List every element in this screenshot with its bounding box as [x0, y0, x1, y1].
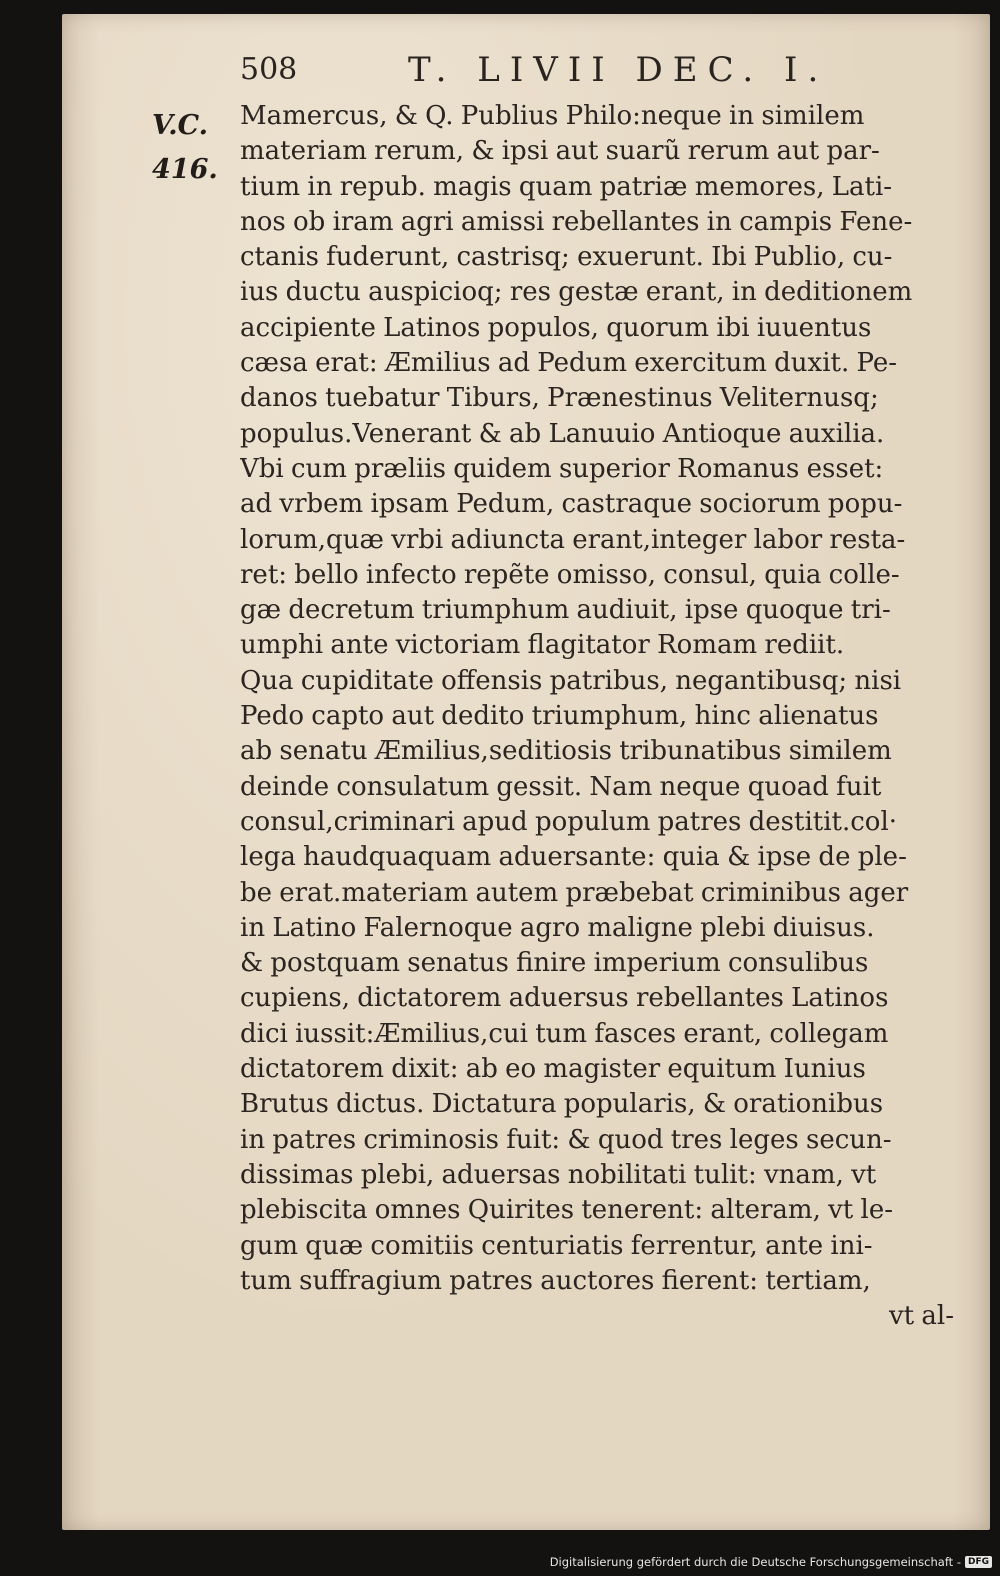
margin-note-line: 416.: [152, 154, 218, 185]
body-text: [240, 99, 964, 1334]
text-line: ctanis fuderunt, castrisq; exuerunt. Ibi Publio, cu-: [240, 242, 893, 273]
text-line: Vbi cum præliis quidem superior Romanus esset:: [240, 453, 884, 484]
text-line: Pedo capto aut dedito triumphum, hinc alienatus: [240, 701, 879, 732]
catchword: vt al-: [888, 1301, 954, 1332]
text-line: cupiens, dictatorem aduersus rebellantes Latinos: [240, 983, 889, 1014]
text-line: Qua cupiditate offensis patribus, negantibusq; nisi: [240, 665, 902, 696]
text-line: accipiente Latinos populos, quorum ibi iuuentus: [240, 312, 872, 343]
text-line: gum quæ comitiis centuriatis ferrentur, ante ini-: [240, 1230, 873, 1261]
text-line: nos ob iram agri amissi rebellantes in campis Fene-: [240, 206, 913, 237]
text-line: lorum,quæ vrbi adiuncta erant,integer labor resta-: [240, 524, 906, 555]
text-line: be erat.materiam autem præbebat criminibus ager: [240, 877, 909, 908]
digitization-credit: [550, 1552, 992, 1572]
text-line: gæ decretum triumphum audiuit, ipse quoque tri-: [240, 595, 891, 626]
text-line: umphi ante victoriam flagitator Romam rediit.: [240, 630, 845, 661]
text-line: plebiscita omnes Quirites tenerent: alteram, vt le-: [240, 1195, 894, 1226]
page-number: 508: [240, 52, 298, 87]
text-line: danos tuebatur Tiburs, Prænestinus Veliternusq;: [240, 383, 879, 414]
text-line: in patres criminosis fuit: & quod tres leges secun-: [240, 1124, 892, 1155]
text-line: dici iussit:Æmilius,cui tum fasces erant, collegam: [240, 1018, 889, 1049]
text-line: consul,criminari apud populum patres destitit.col·: [240, 806, 898, 837]
text-line: ad vrbem ipsam Pedum, castraque sociorum popu-: [240, 489, 903, 520]
running-title: T. LIVII DEC. I.: [408, 50, 829, 90]
credit-text: Digitalisierung gefördert durch die Deutsche Forschungsgemeinschaft -: [549, 1555, 961, 1569]
text-line: tium in repub. magis quam patriæ memores, Lati-: [240, 171, 893, 202]
dfg-logo: DFG: [965, 1556, 992, 1568]
text-line: lega haudquaquam aduersante: quia & ipse de ple-: [240, 842, 907, 873]
text-line: ius ductu auspicioq; res gestæ erant, in deditionem: [240, 277, 913, 308]
text-line: ret: bello infecto repẽte omisso, consul, quia colle-: [240, 559, 900, 590]
text-line: in Latino Falernoque agro maligne plebi diuisus.: [240, 912, 875, 943]
margin-note-line: V.C.: [152, 110, 209, 141]
text-line: & postquam senatus finire imperium consulibus: [240, 948, 869, 979]
text-line: cæsa erat: Æmilius ad Pedum exercitum duxit. Pe-: [240, 348, 898, 379]
text-line: dissimas plebi, aduersas nobilitati tulit: vnam, vt: [240, 1159, 877, 1190]
text-line: Mamercus, & Q. Publius Philo:neque in similem: [240, 101, 865, 131]
text-line: ab senatu Æmilius,seditiosis tribunatibus similem: [240, 736, 892, 767]
text-line: materiam rerum, & ipsi aut suarũ rerum aut par-: [240, 136, 880, 167]
text-line: populus.Venerant & ab Lanuuio Antioque auxilia.: [240, 418, 885, 449]
text-line: deinde consulatum gessit. Nam neque quoad fuit: [240, 771, 882, 802]
text-line: Brutus dictus. Dictatura popularis, & orationibus: [240, 1089, 884, 1120]
margin-note: [152, 104, 218, 192]
running-head: [240, 50, 940, 90]
text-line: tum suffragium patres auctores fierent: tertiam,: [240, 1265, 871, 1296]
text-line: dictatorem dixit: ab eo magister equitum Iunius: [240, 1054, 866, 1085]
